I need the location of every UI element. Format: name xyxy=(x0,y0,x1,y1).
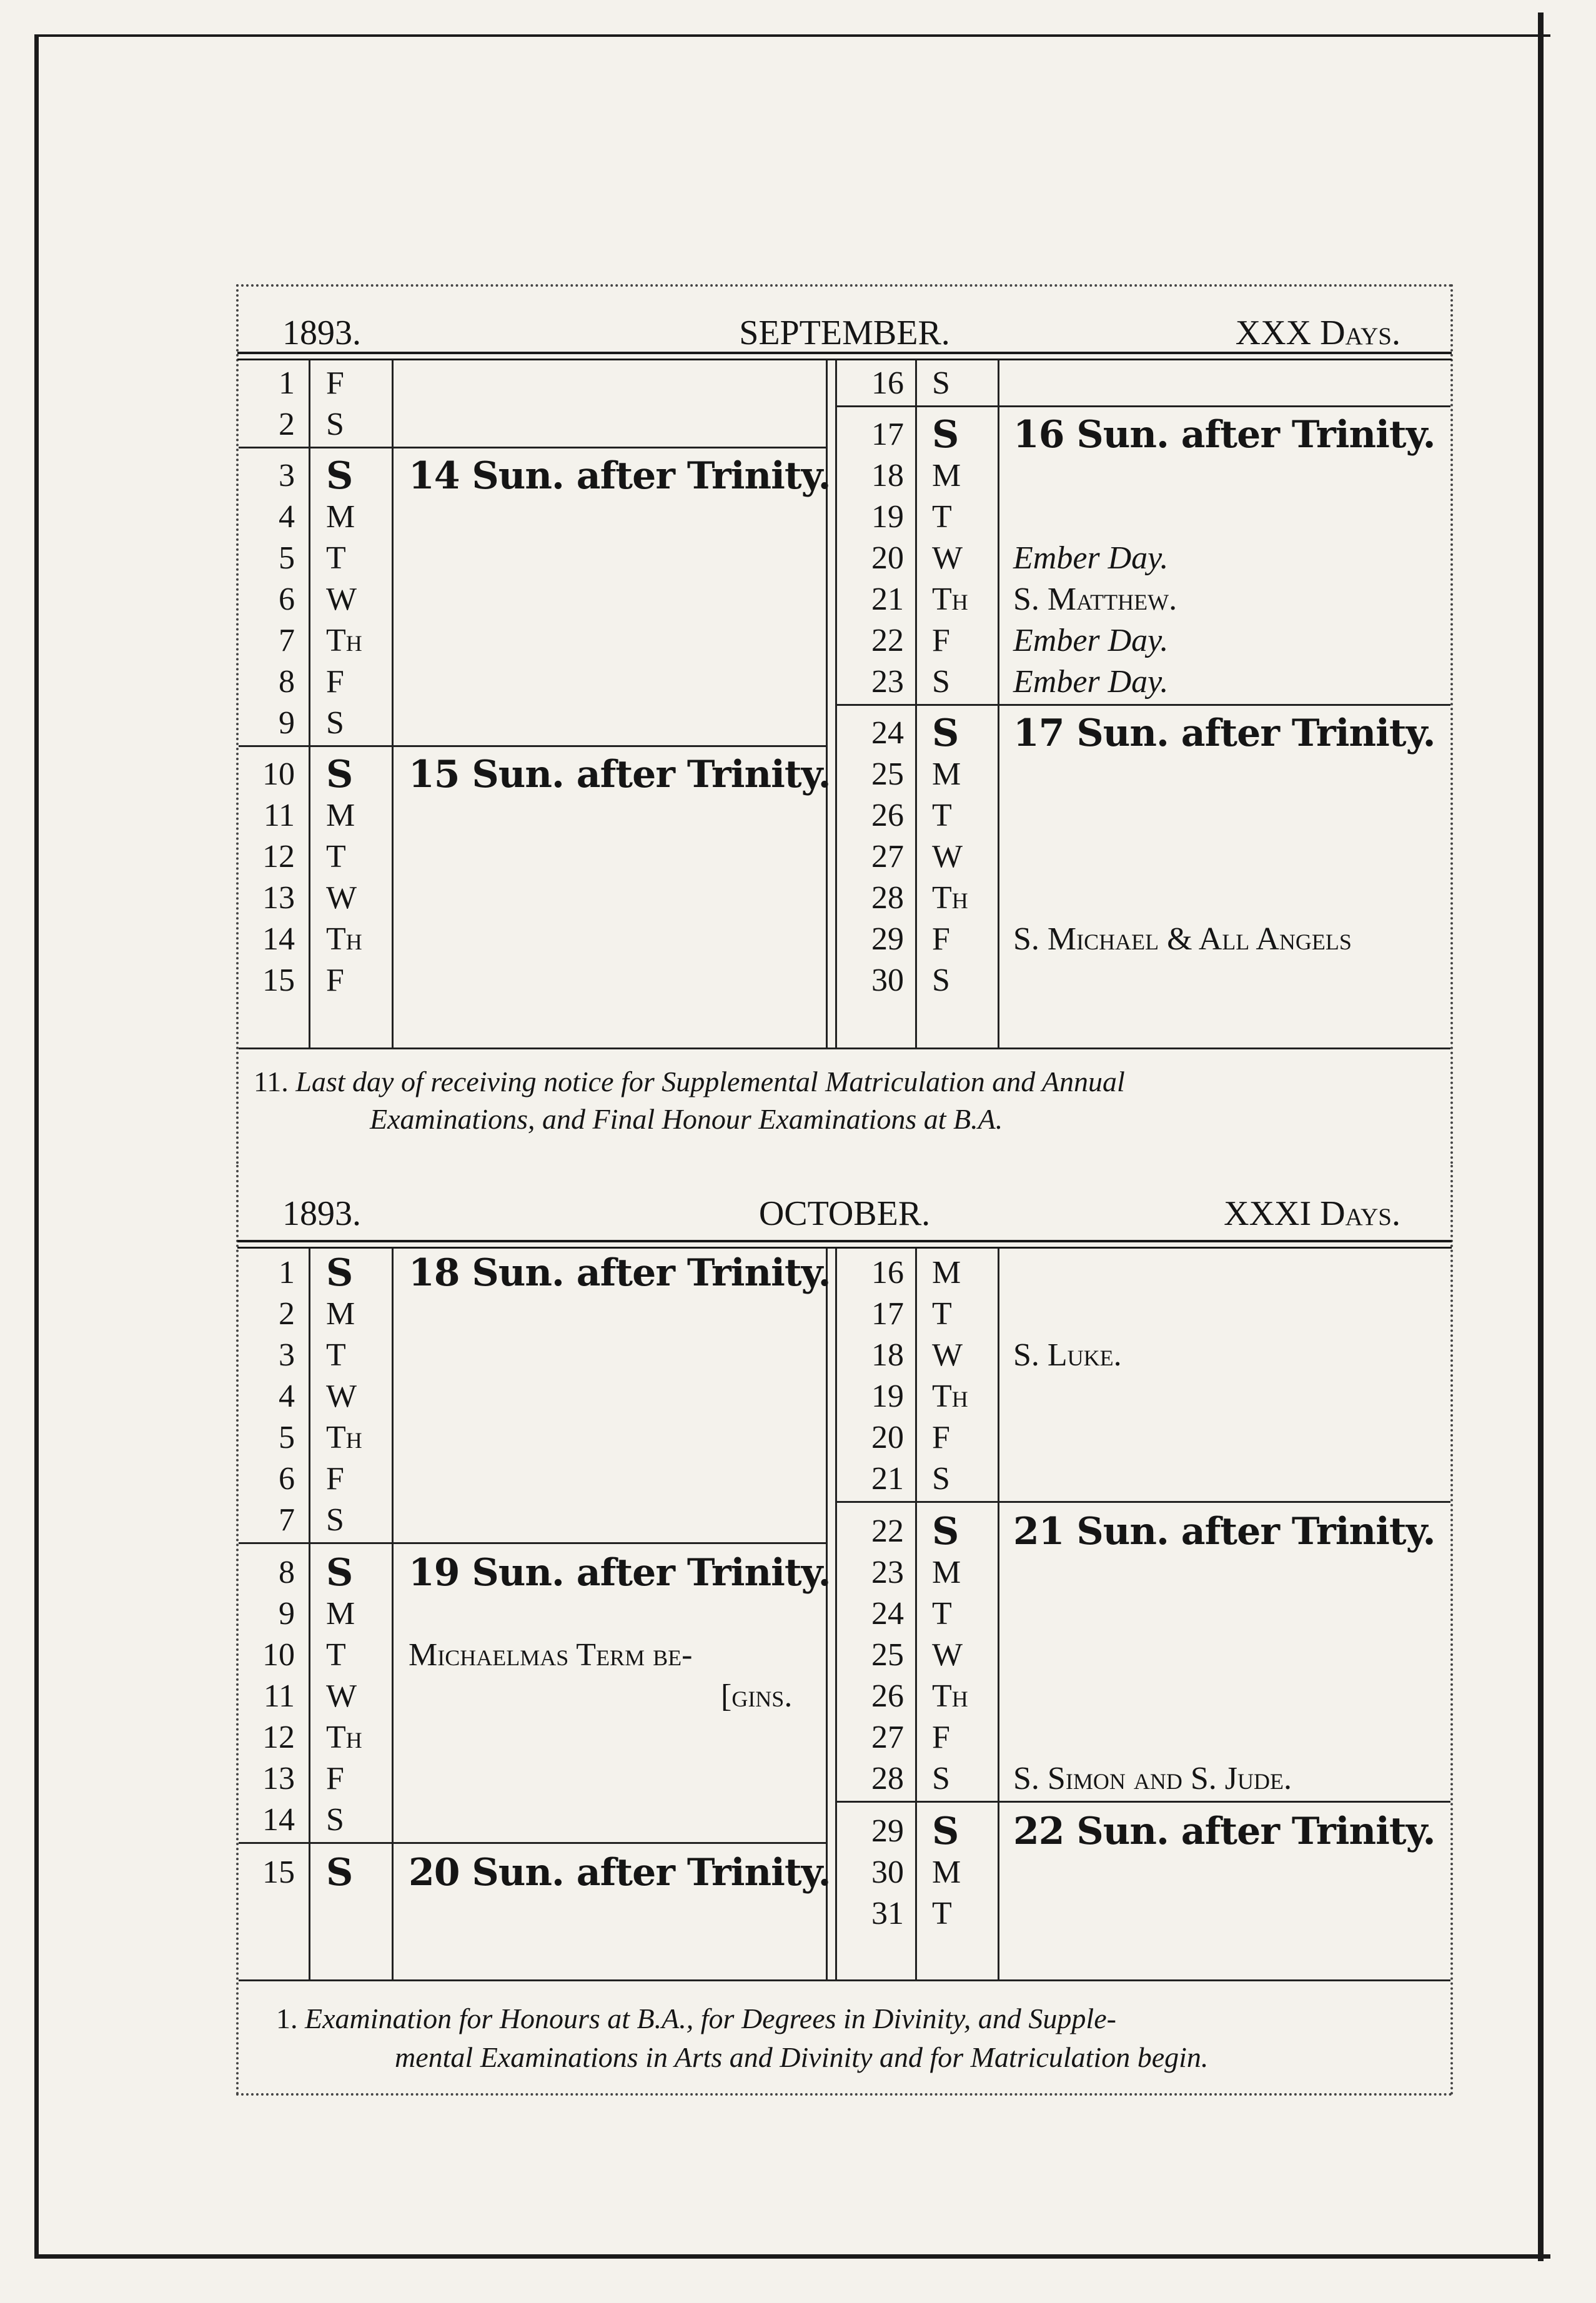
day-row xyxy=(239,836,1450,878)
week-rule xyxy=(835,1501,1450,1503)
october-year: 1893. xyxy=(282,1194,361,1233)
day-number: 5 xyxy=(279,540,295,576)
page-edge xyxy=(1538,12,1544,2261)
weekday-letter: T xyxy=(326,540,346,576)
september-header xyxy=(239,287,1450,352)
weekday-letter: T xyxy=(932,1896,952,1931)
day-number: 18 xyxy=(871,458,904,493)
day-row xyxy=(239,878,1450,919)
october-footnote-line-1: Examination for Honours at B.A., for Degrees in Divinity, and Supple- xyxy=(305,2003,1116,2034)
day-row xyxy=(239,754,1450,795)
weekday-letter: M xyxy=(932,756,961,792)
weekday-letter: M xyxy=(326,1296,355,1332)
weekday-letter: S xyxy=(932,1461,950,1497)
day-observance: 17 Sun. after Trinity. xyxy=(1013,711,1435,755)
weekday-letter: M xyxy=(932,458,961,493)
day-number: 30 xyxy=(871,963,904,998)
day-number: 23 xyxy=(871,664,904,700)
day-number: 21 xyxy=(871,1461,904,1497)
weekday-letter: Th xyxy=(932,582,968,617)
day-number: 13 xyxy=(262,1761,295,1796)
september-footnote-line-1: Last day of receiving notice for Supplemental Matriculation and Annual xyxy=(295,1066,1125,1097)
september-header-rule xyxy=(237,352,1452,360)
day-number: 14 xyxy=(262,921,295,957)
weekday-letter: F xyxy=(326,1461,344,1497)
day-observance: Michaelmas Term be- xyxy=(409,1637,693,1673)
day-row xyxy=(239,713,1450,754)
day-number: 13 xyxy=(262,880,295,916)
day-row xyxy=(239,960,1450,1001)
day-number: 28 xyxy=(871,880,904,916)
day-row xyxy=(239,1552,1450,1593)
day-row xyxy=(239,620,1450,661)
day-number: 7 xyxy=(279,623,295,658)
weekday-letter: Th xyxy=(932,1379,968,1414)
october-calendar xyxy=(236,1165,1453,2096)
weekday-letter: M xyxy=(326,1596,355,1632)
day-number: 23 xyxy=(871,1555,904,1590)
day-row xyxy=(239,1893,1450,1934)
october-days-count: XXXI Days. xyxy=(1224,1194,1400,1233)
day-number: 5 xyxy=(279,1420,295,1455)
weekday-letter: T xyxy=(326,1637,346,1673)
weekday-letter: Th xyxy=(326,921,362,957)
september-footnote-number: 11. xyxy=(254,1066,289,1097)
weekday-letter: W xyxy=(932,540,963,576)
weekday-letter: T xyxy=(932,499,952,535)
sunday-letter: S xyxy=(932,1810,959,1853)
day-number: 4 xyxy=(279,1379,295,1414)
day-number: 14 xyxy=(262,1802,295,1838)
weekday-letter: W xyxy=(326,880,357,916)
day-number: 30 xyxy=(871,1855,904,1890)
day-number: 19 xyxy=(871,499,904,535)
weekday-letter: Th xyxy=(326,1720,362,1755)
day-number: 11 xyxy=(263,1678,295,1714)
day-number: 8 xyxy=(279,664,295,700)
day-row xyxy=(239,1459,1450,1500)
day-number: 10 xyxy=(262,756,295,792)
week-rule xyxy=(835,405,1450,407)
day-observance: Ember Day. xyxy=(1013,623,1169,658)
day-number: 24 xyxy=(871,715,904,751)
day-row xyxy=(239,1417,1450,1459)
day-row xyxy=(239,1717,1450,1758)
day-observance: 18 Sun. after Trinity. xyxy=(409,1251,831,1295)
day-number: 21 xyxy=(871,582,904,617)
day-row xyxy=(239,1852,1450,1893)
october-header-rule xyxy=(237,1240,1452,1249)
october-header xyxy=(239,1165,1450,1240)
day-row xyxy=(239,1252,1450,1294)
day-observance: S. Michael & All Angels xyxy=(1013,921,1352,957)
september-footnote xyxy=(239,1047,1450,1149)
day-observance: S. Matthew. xyxy=(1013,582,1177,617)
weekday-letter: Th xyxy=(932,1678,968,1714)
weekday-letter: T xyxy=(932,798,952,833)
day-row xyxy=(239,455,1450,497)
september-grid xyxy=(239,360,1450,1047)
day-row xyxy=(239,1676,1450,1717)
sunday-letter: S xyxy=(932,1510,959,1553)
day-number: 7 xyxy=(279,1502,295,1538)
weekday-letter: F xyxy=(326,664,344,700)
day-row xyxy=(239,1376,1450,1417)
october-footnote xyxy=(239,1979,1450,2094)
october-footnote-number: 1. xyxy=(276,2003,298,2034)
day-row xyxy=(239,1294,1450,1335)
day-number: 25 xyxy=(871,1637,904,1673)
day-row xyxy=(239,579,1450,620)
october-grid xyxy=(239,1249,1450,1979)
day-number: 2 xyxy=(279,1296,295,1332)
day-row xyxy=(239,497,1450,538)
weekday-letter: T xyxy=(932,1296,952,1332)
day-row xyxy=(239,1758,1450,1800)
weekday-letter: F xyxy=(326,365,344,401)
day-number: 24 xyxy=(871,1596,904,1632)
september-footnote-line-2: Examinations, and Final Honour Examinations at B.A. xyxy=(370,1103,1003,1135)
day-number: 1 xyxy=(279,365,295,401)
day-number: 10 xyxy=(262,1637,295,1673)
weekday-letter: W xyxy=(932,1337,963,1373)
day-number: 16 xyxy=(871,1255,904,1290)
day-number: 17 xyxy=(871,417,904,452)
day-number: 3 xyxy=(279,458,295,493)
day-number: 12 xyxy=(262,1720,295,1755)
day-row xyxy=(239,538,1450,579)
weekday-letter: W xyxy=(326,1678,357,1714)
week-rule xyxy=(835,1801,1450,1803)
day-row xyxy=(239,1593,1450,1635)
day-observance: Ember Day. xyxy=(1013,540,1169,576)
weekday-letter: W xyxy=(326,582,357,617)
weekday-letter: M xyxy=(932,1855,961,1890)
day-number: 6 xyxy=(279,1461,295,1497)
day-number: 31 xyxy=(871,1896,904,1931)
weekday-letter: F xyxy=(932,1420,950,1455)
sunday-letter: S xyxy=(326,753,353,796)
day-row xyxy=(239,919,1450,960)
october-footnote-line-2: mental Examinations in Arts and Divinity and for Matriculation begin. xyxy=(395,2041,1209,2073)
day-observance: [gins. xyxy=(721,1678,793,1714)
weekday-letter: W xyxy=(932,1637,963,1673)
weekday-letter: S xyxy=(326,1502,344,1538)
day-number: 17 xyxy=(871,1296,904,1332)
day-number: 28 xyxy=(871,1761,904,1796)
september-month-title: SEPTEMBER. xyxy=(739,314,950,352)
day-number: 2 xyxy=(279,407,295,442)
day-observance: Ember Day. xyxy=(1013,664,1169,700)
day-number: 3 xyxy=(279,1337,295,1373)
day-number: 22 xyxy=(871,1513,904,1549)
day-observance: 15 Sun. after Trinity. xyxy=(409,753,831,796)
day-row xyxy=(239,661,1450,703)
weekday-letter: M xyxy=(932,1255,961,1290)
day-observance: 22 Sun. after Trinity. xyxy=(1013,1810,1435,1853)
day-number: 9 xyxy=(279,1596,295,1632)
day-number: 15 xyxy=(262,1855,295,1890)
weekday-letter: S xyxy=(326,407,344,442)
weekday-letter: F xyxy=(326,1761,344,1796)
day-number: 15 xyxy=(262,963,295,998)
weekday-letter: T xyxy=(932,1596,952,1632)
day-observance: 14 Sun. after Trinity. xyxy=(409,454,831,498)
weekday-letter: T xyxy=(326,1337,346,1373)
day-row xyxy=(239,1511,1450,1552)
weekday-letter: M xyxy=(932,1555,961,1590)
sunday-letter: S xyxy=(932,413,959,457)
day-row xyxy=(239,414,1450,455)
day-number: 25 xyxy=(871,756,904,792)
day-observance: 19 Sun. after Trinity. xyxy=(409,1551,831,1595)
day-number: 27 xyxy=(871,839,904,874)
week-rule xyxy=(835,704,1450,706)
sunday-letter: S xyxy=(326,1551,353,1595)
weekday-letter: W xyxy=(932,839,963,874)
weekday-letter: Th xyxy=(326,1420,362,1455)
day-number: 16 xyxy=(871,365,904,401)
day-number: 20 xyxy=(871,540,904,576)
sunday-letter: S xyxy=(326,1851,353,1894)
day-observance: 21 Sun. after Trinity. xyxy=(1013,1510,1435,1553)
day-observance: 20 Sun. after Trinity. xyxy=(409,1851,831,1894)
day-number: 19 xyxy=(871,1379,904,1414)
weekday-letter: S xyxy=(326,705,344,741)
sunday-letter: S xyxy=(326,1251,353,1295)
weekday-letter: F xyxy=(932,921,950,957)
day-row xyxy=(239,1811,1450,1852)
day-number: 11 xyxy=(263,798,295,833)
weekday-letter: S xyxy=(326,1802,344,1838)
weekday-letter: M xyxy=(326,499,355,535)
weekday-letter: W xyxy=(326,1379,357,1414)
weekday-letter: F xyxy=(932,1720,950,1755)
day-number: 29 xyxy=(871,921,904,957)
weekday-letter: S xyxy=(932,365,950,401)
september-year: 1893. xyxy=(282,314,361,352)
day-number: 1 xyxy=(279,1255,295,1290)
october-month-title: OCTOBER. xyxy=(758,1194,931,1233)
day-observance: S. Simon and S. Jude. xyxy=(1013,1761,1292,1796)
day-number: 26 xyxy=(871,1678,904,1714)
day-number: 26 xyxy=(871,798,904,833)
day-row xyxy=(239,1635,1450,1676)
day-observance: 16 Sun. after Trinity. xyxy=(1013,413,1435,457)
weekday-letter: T xyxy=(326,839,346,874)
day-number: 9 xyxy=(279,705,295,741)
september-calendar xyxy=(236,284,1453,1165)
day-observance: S. Luke. xyxy=(1013,1337,1122,1373)
weekday-letter: F xyxy=(932,623,950,658)
weekday-letter: S xyxy=(932,1761,950,1796)
weekday-letter: F xyxy=(326,963,344,998)
day-number: 22 xyxy=(871,623,904,658)
september-days-count: XXX Days. xyxy=(1235,314,1400,352)
day-number: 29 xyxy=(871,1813,904,1849)
day-row xyxy=(239,795,1450,836)
weekday-letter: M xyxy=(326,798,355,833)
day-number: 18 xyxy=(871,1337,904,1373)
day-number: 4 xyxy=(279,499,295,535)
weekday-letter: S xyxy=(932,963,950,998)
weekday-letter: S xyxy=(932,664,950,700)
day-row xyxy=(239,363,1450,404)
day-row xyxy=(239,1335,1450,1376)
day-number: 20 xyxy=(871,1420,904,1455)
weekday-letter: Th xyxy=(932,880,968,916)
day-number: 8 xyxy=(279,1555,295,1590)
day-number: 6 xyxy=(279,582,295,617)
sunday-letter: S xyxy=(326,454,353,498)
sunday-letter: S xyxy=(932,711,959,755)
day-number: 12 xyxy=(262,839,295,874)
weekday-letter: Th xyxy=(326,623,362,658)
day-number: 27 xyxy=(871,1720,904,1755)
